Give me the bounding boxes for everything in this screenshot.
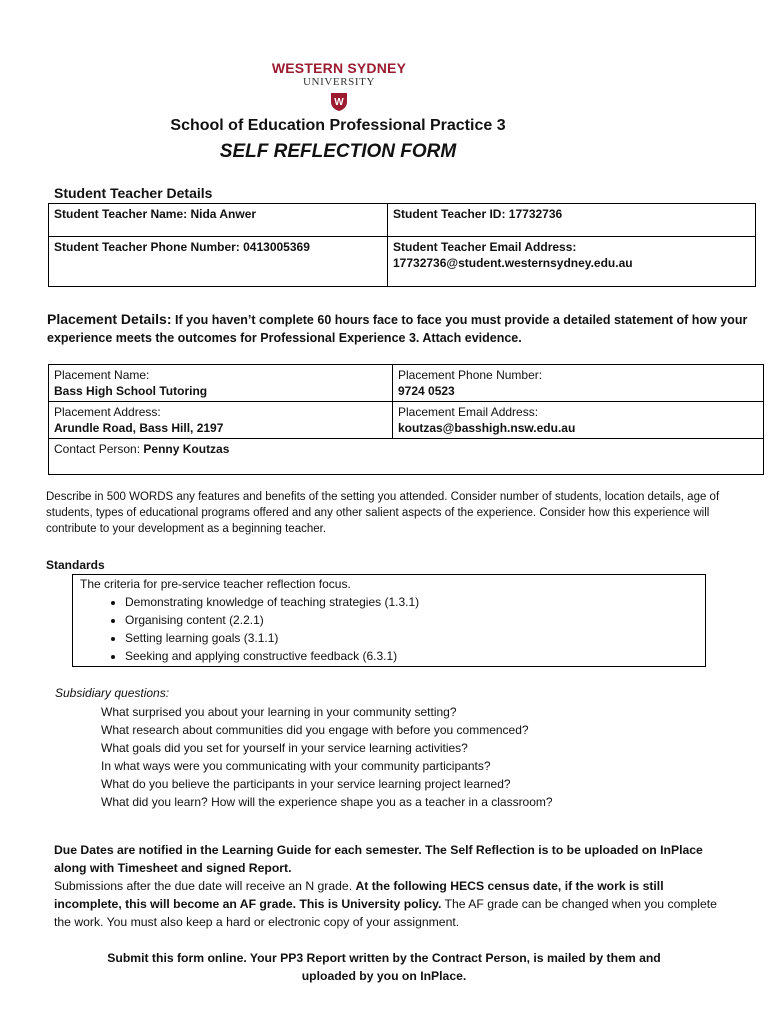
placement-details-table: [48, 364, 764, 475]
subsidiary-question: What did you learn? How will the experience shape you as a teacher in a classroom?: [101, 795, 553, 809]
submit-line-1: Submit this form online. Your PP3 Report written by the Contract Person, is mailed by them and: [107, 951, 661, 965]
student-name-cell: [49, 204, 388, 237]
subsidiary-heading: Subsidiary questions:: [55, 686, 170, 700]
placement-instruction: If you haven’t complete 60 hours face to face you must provide a detailed statement of how your experience meets the outcomes for Professional Experience 3. Attach evidence.: [47, 313, 748, 345]
shield-icon: [330, 92, 348, 112]
placement-heading: Placement Details:: [47, 311, 172, 327]
standard-item: • Demonstrating knowledge of teaching strategies (1.3.1): [125, 593, 705, 611]
shield-letter: W: [334, 97, 344, 108]
student-id: Student Teacher ID: 17732736: [393, 207, 563, 221]
contact-person-cell: [49, 439, 764, 475]
placement-name-cell: [49, 365, 393, 402]
student-details-table: [48, 203, 756, 287]
submit-note: [30, 949, 738, 985]
subsidiary-question: In what ways were you communicating with your community participants?: [101, 759, 491, 773]
student-phone: Student Teacher Phone Number: 0413005369: [54, 240, 310, 254]
standard-item: • Seeking and applying constructive feedback (6.3.1): [125, 647, 705, 665]
placement-name-value: Bass High School Tutoring: [54, 384, 208, 398]
subsidiary-question: What surprised you about your learning in your community setting?: [101, 705, 457, 719]
contact-person-label: Contact Person:: [54, 442, 144, 456]
student-details-heading: Student Teacher Details: [54, 185, 213, 201]
contact-person-value: Penny Koutzas: [143, 442, 230, 456]
student-phone-cell: [49, 237, 388, 287]
standard-item: • Setting learning goals (3.1.1): [125, 629, 705, 647]
placement-address-label: Placement Address:: [54, 405, 161, 419]
university-logo: [268, 60, 410, 115]
placement-email-value: koutzas@basshigh.nsw.edu.au: [398, 421, 576, 435]
student-email-cell: [388, 237, 756, 287]
student-name: Student Teacher Name: Nida Anwer: [54, 207, 257, 221]
school-title: School of Education Professional Practice 3: [170, 117, 506, 134]
due-dates-normal-2: The AF grade can be changed when you complete the work. You must also keep a hard or electronic copy of your assignment.: [54, 897, 717, 929]
standards-heading: Standards: [46, 558, 105, 572]
standard-item: • Organising content (2.2.1): [125, 611, 705, 629]
placement-email-label: Placement Email Address:: [398, 405, 539, 419]
subsidiary-question: What goals did you set for yourself in your service learning activities?: [101, 741, 468, 755]
due-dates-bold-lead: Due Dates are notified in the Learning Guide for each semester. The Self Reflection is to be uploaded on InPlace along with Timesheet and signed Report.: [54, 843, 703, 875]
placement-address-value: Arundle Road, Bass Hill, 2197: [54, 421, 224, 435]
subsidiary-questions: [101, 703, 741, 811]
submit-line-2: uploaded by you on InPlace.: [301, 969, 467, 983]
placement-intro: [47, 310, 763, 347]
subsidiary-question: What do you believe the participants in your service learning project learned?: [101, 777, 511, 791]
standards-list: [73, 593, 705, 665]
placement-phone-cell: [393, 365, 764, 402]
due-dates-paragraph: [54, 841, 722, 931]
placement-address-cell: [49, 402, 393, 439]
placement-phone-value: 9724 0523: [398, 384, 455, 398]
standards-box: [72, 574, 706, 667]
placement-email-cell: [393, 402, 764, 439]
due-dates-bold-mid: At the following HECS census date, if the work is still incomplete, this will become an AF grade. This is University policy.: [54, 879, 664, 911]
standards-intro: The criteria for pre-service teacher reflection focus.: [80, 577, 351, 591]
logo-line-1: WESTERN SYDNEY: [271, 60, 407, 76]
placement-phone-label: Placement Phone Number:: [398, 368, 543, 382]
placement-name-label: Placement Name:: [54, 368, 150, 382]
student-id-cell: [388, 204, 756, 237]
describe-paragraph: Describe in 500 WORDS any features and benefits of the setting you attended. Consider number of students, location details, age of students, types of educational programs offered and any other salient aspects of the experience. Consider how this experience will contribute to your development as a beginning teacher.: [46, 491, 720, 535]
subsidiary-question: What research about communities did you engage with before you commenced?: [101, 723, 529, 737]
logo-line-2: UNIVERSITY: [303, 76, 375, 88]
student-email-value: 17732736@student.westernsydney.edu.au: [393, 256, 633, 270]
form-title: SELF REFLECTION FORM: [219, 141, 457, 162]
student-email-label: Student Teacher Email Address:: [393, 240, 577, 254]
due-dates-normal-1: Submissions after the due date will receive an N grade.: [54, 879, 356, 893]
